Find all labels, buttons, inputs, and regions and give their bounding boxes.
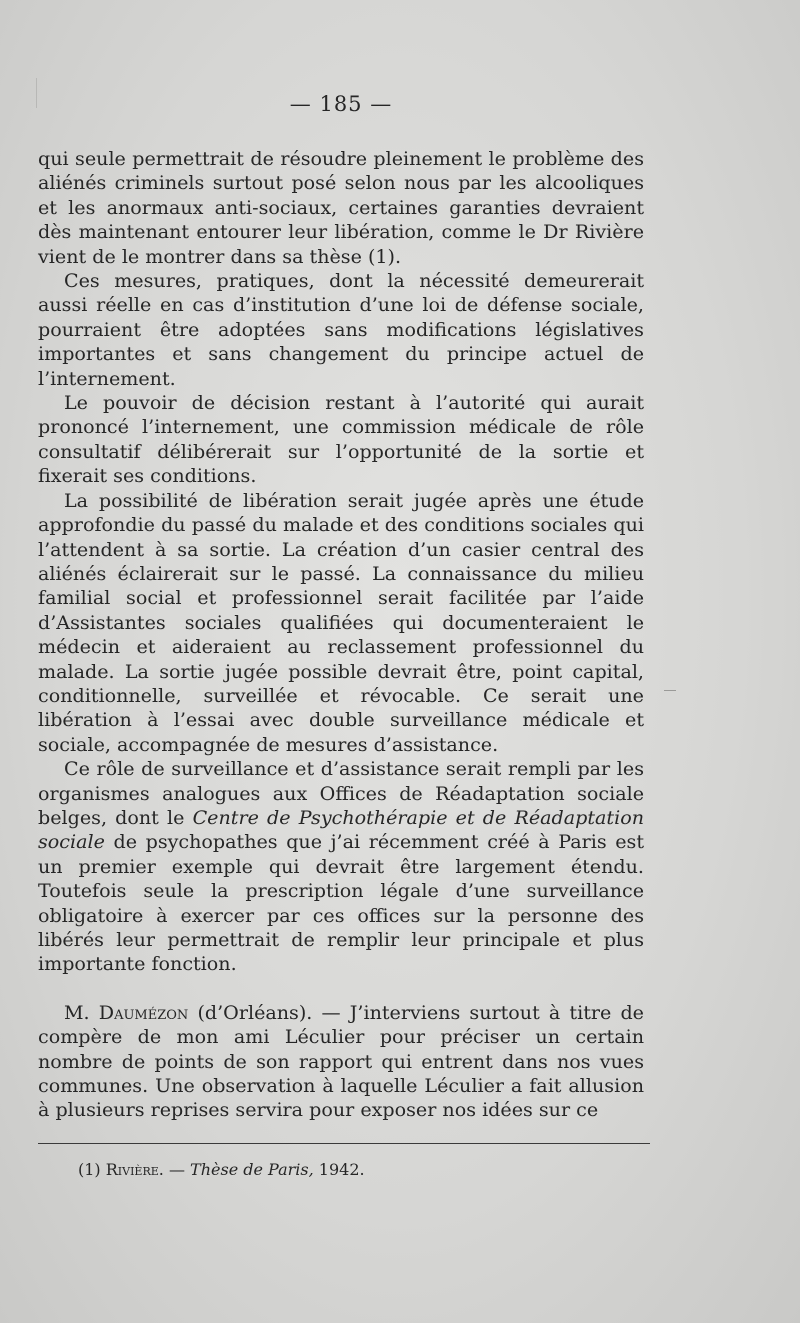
paragraph: Le pouvoir de décision restant à l’autorité qui aurait prononcé l’internement, une commission médicale de rôle consultatif délibérerait sur l’opportunité de la sortie et fixerait ses conditions. (38, 391, 644, 488)
footnote-number: (1) (78, 1160, 106, 1179)
scan-mark (664, 690, 676, 691)
footnote-year: 1942. (313, 1160, 365, 1179)
footnote-separator: — (163, 1160, 191, 1179)
institution-name: Centre de Psychothérapie et de Réadaptation sociale (38, 805, 644, 854)
paragraph: Ces mesures, pratiques, dont la nécessité demeurerait aussi réelle en cas d’institution d’une loi de défense sociale, pourraient être adoptées sans modifications législatives importantes et sans changement du principe actuel de l’internement. (38, 269, 644, 390)
body-text (38, 147, 644, 1123)
paragraph-text: J’interviens surtout à titre de compère de mon ami Léculier pour préciser un certain nombre de points de son rapport qui entrent dans nos vues communes. Une observation à laquelle Léculier a fait allusion à plusieurs reprises servira pour exposer nos idées sur ce (38, 1000, 644, 1122)
paragraph (38, 757, 644, 977)
speaker-prefix: M. (64, 1000, 99, 1024)
footnote (78, 1160, 365, 1180)
paragraph (38, 1001, 644, 1123)
footnote-title: Thèse de Paris, (190, 1160, 314, 1179)
paragraph-text: de psychopathes que j’ai récemment créé à Paris est un premier exemple qui devrait être largement étendu. Toutefois seule la prescription légale d’une surveillance obligatoire à exercer par ces offices sur la personne des libérés leur permettrait de remplir leur principale et plus importante fonction. (38, 830, 644, 976)
paragraph: qui seule permettrait de résoudre pleinement le problème des aliénés criminels surtout posé selon nous par les alcooliques et les anormaux anti-sociaux, certaines garanties devraient dès maintenant entourer leur libération, comme le Dr Rivière vient de le montrer dans sa thèse (1). (38, 147, 644, 268)
speaker-name: Daumézon (98, 1000, 189, 1024)
speaker-origin: (d’Orléans). — (188, 1000, 350, 1024)
paragraph: La possibilité de libération serait jugée après une étude approfondie du passé du malade et des conditions sociales qui l’attendent à sa sortie. La création d’un casier central des aliénés éclairerait sur le passé. La connaissance du milieu familial social et professionnel serait facilitée par l’aide d’Assistantes sociales qualifiées qui documenteraient le médecin et aideraient au reclassement professionnel du malade. La sortie jugée possible devrait être, point capital, conditionnelle, surveillée et révocable. Ce serait une libération à l’essai avec double surveillance médicale et sociale, accompagnée de mesures d’assistance. (38, 488, 644, 756)
page-number: — 185 — (289, 92, 393, 116)
footnote-divider (38, 1143, 650, 1144)
paragraph-text: Ce rôle de surveillance et d’assistance serait rempli par les organismes analogues aux Offices de Réadaptation sociale belges, dont le (38, 757, 644, 829)
footnote-author: Rivière. (105, 1160, 164, 1179)
